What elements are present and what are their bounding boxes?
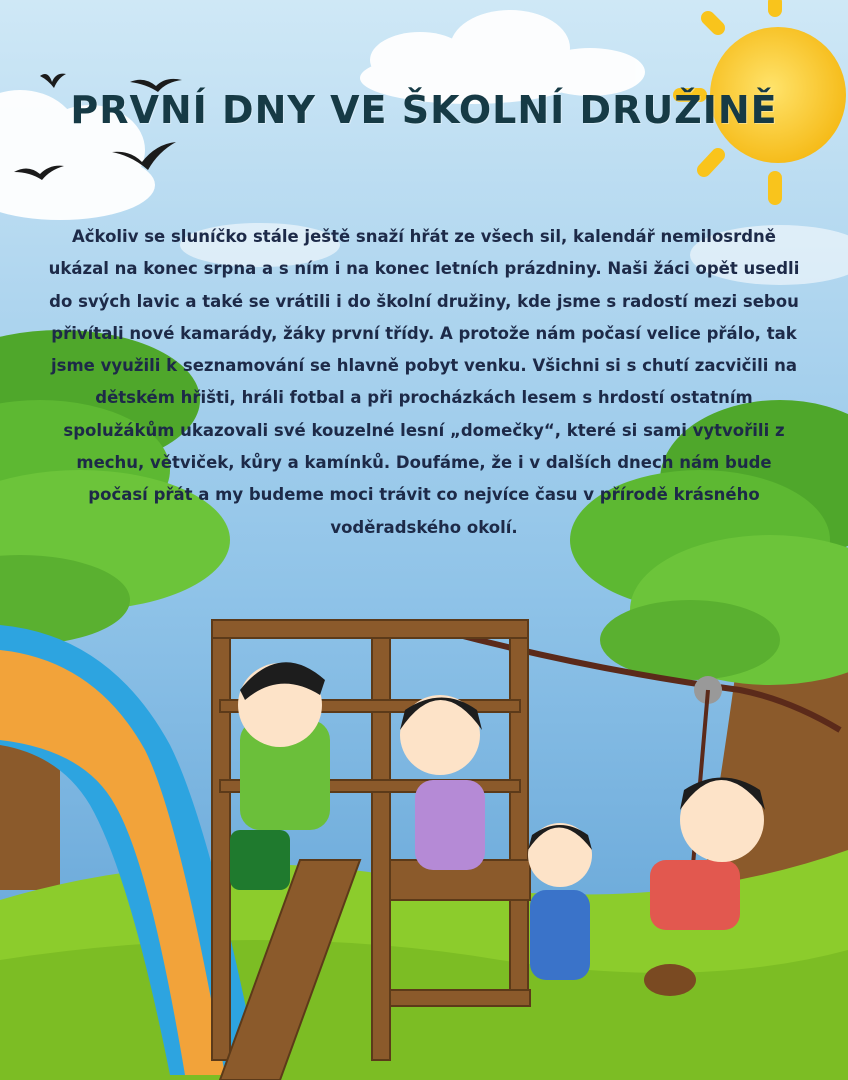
child-icon [528,823,592,980]
page-title: PRVNÍ DNY VE ŠKOLNÍ DRUŽINĚ [70,88,778,132]
article-text: Ačkoliv se sluníčko stále ještě snaží hřát ze všech sil, kalendář nemilosrdně ukázal na konec srpna a s ním i na konec letních prázdniny. Naši žáci opět usedli do svých lavic a také se vrátili i do školní družiny, kde jsme s radostí mezi sebou přivítali nové kamarády, žáky první třídy. A protože nám počasí velice přálo, tak jsme využili k seznamování se hlavně pobyt venku. Všichni si s chutí zacvičili na dětském hřišti, hráli fotbal a při procházkách lesem s hrdostí ostatním spolužákům ukazovali své kouzelné lesní „domečky“, které si sami vytvořili z mechu, větviček, kůry a kamínků. Doufáme, že i v dalších dnech nám bude počasí přát a my budeme moci trávit co nejvíce času v přírodě krásného voděradského okolí. [48,227,800,537]
